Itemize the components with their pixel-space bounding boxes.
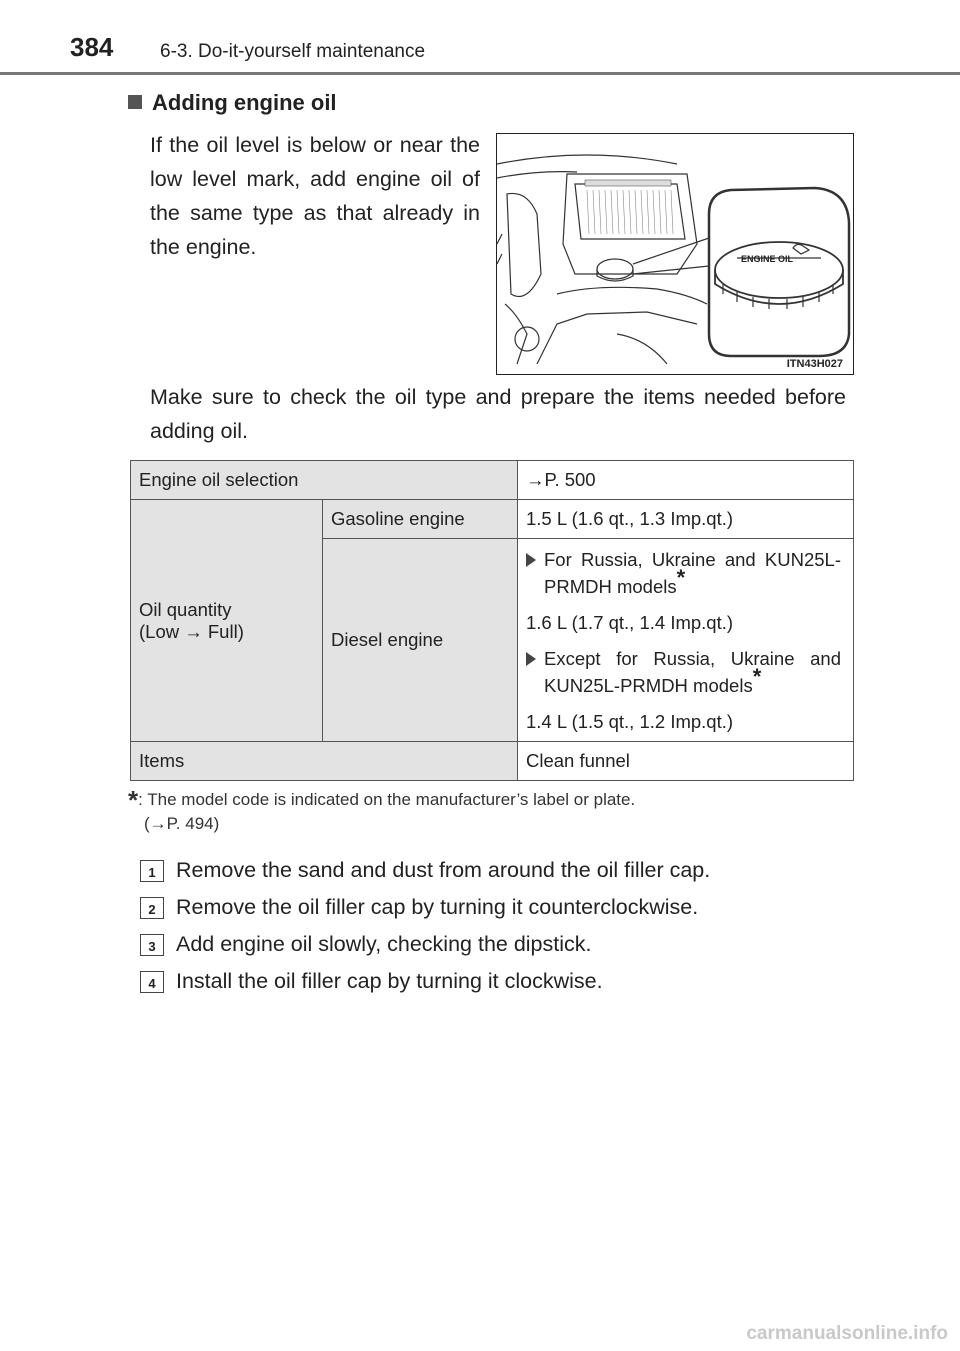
oil-quantity-label — [131, 500, 323, 742]
page-number: 384 — [70, 32, 114, 62]
footnote-ref: (→P. 494) — [144, 814, 220, 833]
step-text: Add engine oil slowly, checking the dipstick. — [176, 932, 592, 956]
table-cell-value: Clean funnel — [518, 742, 854, 781]
heading-text: Adding engine oil — [152, 90, 337, 115]
footnote-line — [128, 785, 828, 815]
header-divider — [0, 72, 960, 75]
step-text: Remove the sand and dust from around the oil filler cap. — [176, 858, 711, 882]
engine-oil-cap-illustration — [496, 133, 854, 375]
table-row — [131, 742, 854, 781]
table-cell-label: (Low → Full) — [139, 620, 244, 642]
table-cell-label: Diesel engine — [323, 539, 518, 742]
step-item — [140, 889, 710, 926]
footnote-marker: * — [128, 785, 139, 815]
step-item — [140, 926, 710, 963]
section-title: 6-3. Do-it-yourself maintenance — [160, 41, 426, 62]
figure-code: ITN43H027 — [786, 358, 843, 370]
site-watermark: carmanualsonline.info — [746, 1323, 948, 1344]
note-paragraph: Make sure to check the oil type and prepare the items needed before adding oil. — [150, 385, 846, 443]
step-number-badge: 2 — [140, 897, 164, 919]
step-text: Remove the oil filler cap by turning it counterclockwise. — [176, 895, 699, 919]
variant-text — [544, 547, 841, 600]
variant-label: Except for Russia, Ukraine and KUN25L-PRMDH models — [544, 648, 841, 696]
cap-label-text: ENGINE OIL — [741, 254, 794, 264]
variant-label: For Russia, Ukraine and KUN25L-PRMDH models — [544, 549, 841, 597]
variant-amount: 1.6 L (1.7 qt., 1.4 Imp.qt.) — [526, 612, 734, 633]
step-number-badge: 4 — [140, 971, 164, 993]
table-cell-value: →P. 500 — [518, 461, 854, 500]
triangle-bullet-icon — [526, 652, 536, 666]
variant-amount: 1.4 L (1.5 qt., 1.2 Imp.qt.) — [526, 711, 734, 732]
procedure-steps — [140, 852, 710, 1000]
page-header — [0, 0, 960, 78]
engine-bay-drawing — [497, 134, 853, 374]
step-number-badge: 3 — [140, 934, 164, 956]
asterisk-marker: * — [752, 664, 762, 689]
triangle-bullet-icon — [526, 553, 536, 567]
footnote — [128, 785, 828, 836]
table-row — [131, 500, 854, 539]
table-cell-label: Items — [131, 742, 518, 781]
table-cell-value: 1.5 L (1.6 qt., 1.3 Imp.qt.) — [518, 500, 854, 539]
diesel-quantity-cell — [518, 539, 854, 742]
section-heading — [128, 90, 337, 116]
list-item — [526, 646, 841, 699]
table-row — [131, 461, 854, 500]
table-cell-label: Engine oil selection — [131, 461, 518, 500]
step-text: Install the oil filler cap by turning it clockwise. — [176, 969, 603, 993]
table-cell-label: Gasoline engine — [323, 500, 518, 539]
variant-text — [544, 646, 841, 699]
step-item — [140, 852, 710, 889]
list-item — [526, 547, 841, 600]
step-item — [140, 963, 710, 1000]
step-number-badge: 1 — [140, 860, 164, 882]
intro-paragraph: If the oil level is below or near the low level mark, add engine oil of the same type as that already in the engine. — [150, 133, 480, 259]
footnote-text: : The model code is indicated on the manufacturer’s label or plate. — [138, 790, 636, 809]
engine-oil-spec-table — [130, 460, 854, 781]
asterisk-marker: * — [676, 565, 686, 590]
table-cell-label: Oil quantity — [139, 598, 232, 620]
square-bullet-icon — [128, 95, 142, 109]
